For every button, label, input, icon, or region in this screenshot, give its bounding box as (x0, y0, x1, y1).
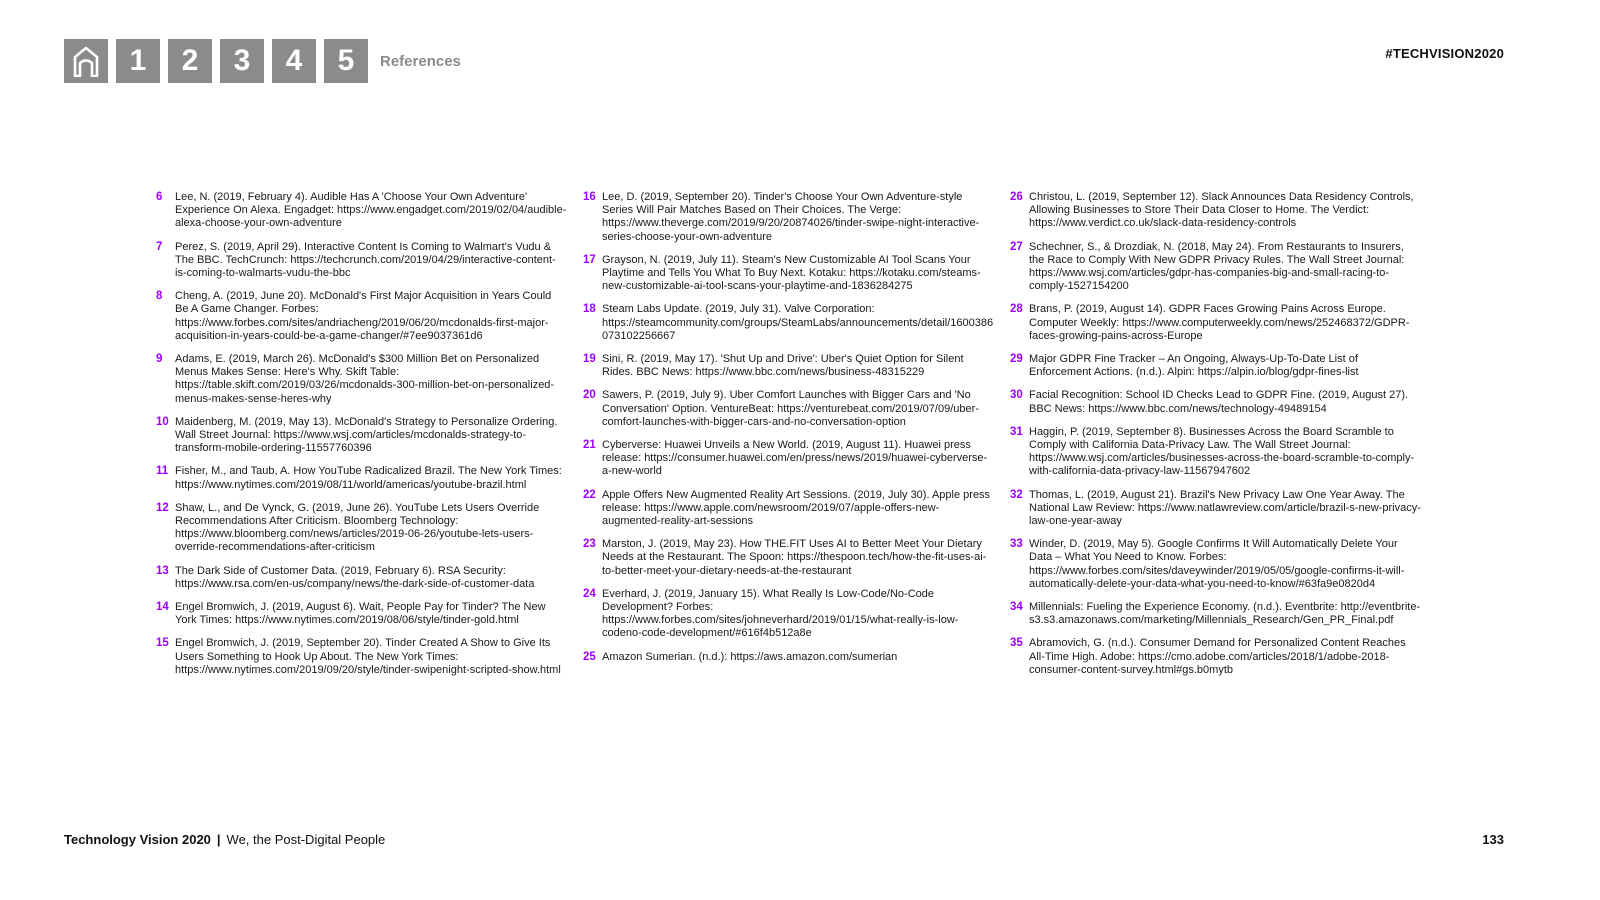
reference-number: 26 (1010, 191, 1023, 203)
reference-number: 25 (583, 650, 596, 663)
reference-number: 12 (156, 501, 169, 514)
reference-item (583, 191, 1010, 244)
reference-text: Lee, D. (2019, September 20). Tinder's Choose Your Own Adventure-style Series Will Pair Matches Based on Their Choices. The Verge: https://www.theverge.com/2019/9/20/20874026/tinder-swipe-night-interactive-series-choose-your-own-adventure (602, 191, 980, 243)
reference-text: Grayson, N. (2019, July 11). Steam's New Customizable AI Tool Scans Your Playtime and Tells You What To Buy Next. Kotaku: https://kotaku.com/steams-new-customizable-ai-tool-scans-your-playtime-and-1836284275 (602, 253, 981, 293)
reference-text: Major GDPR Fine Tracker – An Ongoing, Always-Up-To-Date List of Enforcement Actions. (n.d.). Alpin: https://alpin.io/blog/gdpr-fines-list (1029, 353, 1359, 379)
reference-text: Abramovich, G. (n.d.). Consumer Demand for Personalized Content Reaches All-Time High. Adobe: https://cmo.adobe.com/articles/2018/1/adobe-2018-consumer-content-survey.html#gs.b0mytb (1029, 637, 1406, 676)
reference-number: 35 (1010, 637, 1023, 650)
section-4-button[interactable]: 4 (272, 39, 316, 83)
reference-item (1010, 538, 1437, 591)
references-column-2 (583, 191, 1010, 687)
page-number: 133 (1482, 832, 1504, 847)
reference-item (156, 191, 583, 231)
reference-text: Christou, L. (2019, September 12). Slack Announces Data Residency Controls, Allowing Businesses to Store Their Data Closer to Home. The Verdict: https://www.verdict.co.uk/slack-data-residency-controls (1029, 191, 1414, 230)
reference-number: 28 (1010, 303, 1023, 316)
reference-number: 27 (1010, 240, 1023, 253)
reference-item (1010, 489, 1437, 529)
reference-item (583, 588, 1010, 641)
reference-text: Sawers, P. (2019, July 9). Uber Comfort Launches with Bigger Cars and 'No Conversation' Option. VentureBeat: https://venturebeat.com/2019/07/09/uber-comfort-launches-with-bigger-cars-and-no-conversation-option (602, 389, 979, 428)
reference-item (1010, 191, 1437, 231)
section-3-button[interactable]: 3 (220, 39, 264, 83)
reference-text: Cheng, A. (2019, June 20). McDonald's First Major Acquisition in Years Could Be A Game Changer. Forbes: https://www.forbes.com/sites/andriacheng/2019/06/20/mcdonalds-first-major-acquisition-in-years-could-be-a-game-changer/#7ee9037361d6 (175, 290, 552, 342)
reference-number: 20 (583, 389, 596, 402)
reference-text: Apple Offers New Augmented Reality Art Sessions. (2019, July 30). Apple press release: https://www.apple.com/newsroom/2019/07/apple-offers-new-augmented-reality-art-sessions (602, 488, 991, 528)
section-2-button[interactable]: 2 (168, 39, 212, 83)
reference-text: Millennials: Fueling the Experience Economy. (n.d.). Eventbrite: http://eventbrite-s3.s3.amazonaws.com/marketing/Millennials_Research/Gen_PR_Final.pdf (1029, 601, 1421, 627)
reference-item (1010, 426, 1437, 479)
section-5-button[interactable]: 5 (324, 39, 368, 83)
reference-item (156, 353, 583, 406)
footer (64, 832, 385, 847)
reference-text: Shaw, L., and De Vynck, G. (2019, June 26). YouTube Lets Users Override Recommendations After Criticism. Bloomberg Technology: https://www.bloomberg.com/news/articles/2019-06-26/youtube-lets-users-override-recommendations-after-criticism (175, 501, 540, 554)
reference-text: Everhard, J. (2019, January 15). What Really Is Low-Code/No-Code Development? Forbes: https://www.forbes.com/sites/johneverhard/2019/01/15/what-really-is-low-codeno-code-development/#616f4b512a8e (602, 587, 959, 640)
reference-item (583, 303, 1010, 343)
reference-text: Marston, J. (2019, May 23). How THE.FIT Uses AI to Better Meet Your Dietary Needs at the Restaurant. The Spoon: https://thespoon.tech/how-the-fit-uses-ai-to-better-meet-your-dietary-needs-at-the-restaurant (602, 538, 987, 577)
reference-text: Engel Bromwich, J. (2019, August 6). Wait, People Pay for Tinder? The New York Times: https://www.nytimes.com/2019/08/06/style/tinder-gold.html (175, 601, 546, 627)
footer-title: Technology Vision 2020 (64, 832, 211, 847)
reference-text: Brans, P. (2019, August 14). GDPR Faces Growing Pains Across Europe. Computer Weekly: https://www.computerweekly.com/news/252468372/GDPR-faces-growing-pains-across-Europe (1029, 303, 1410, 342)
hashtag: #TECHVISION2020 (1385, 46, 1504, 61)
reference-text: Winder, D. (2019, May 5). Google Confirms It Will Automatically Delete Your Data – What You Need to Know. Forbes: https://www.forbes.com/sites/daveywinder/2019/05/05/google-confirms-it-will-automatically-delete-your-data-what-you-need-to-know/#63fa9e0820d4 (1029, 538, 1405, 590)
reference-number: 24 (583, 587, 596, 600)
reference-number: 13 (156, 564, 169, 577)
reference-item (156, 502, 583, 555)
reference-item (583, 389, 1010, 429)
reference-item (156, 416, 583, 456)
reference-item (1010, 389, 1437, 415)
reference-number: 21 (583, 439, 596, 452)
reference-number: 34 (1010, 601, 1023, 614)
reference-item (1010, 303, 1437, 343)
reference-text: Thomas, L. (2019, August 21). Brazil's New Privacy Law One Year Away. The National Law Review: https://www.natlawreview.com/article/brazil-s-new-privacy-law-one-year-away (1029, 488, 1421, 528)
home-button[interactable] (64, 39, 108, 83)
reference-item (156, 465, 583, 491)
reference-number: 8 (156, 290, 163, 303)
reference-item (1010, 601, 1437, 627)
reference-item (583, 489, 1010, 529)
reference-text: Schechner, S., & Drozdiak, N. (2018, May 24). From Restaurants to Insurers, the Race to Comply With New GDPR Privacy Rules. The Wall Street Journal: https://www.wsj.com/articles/gdpr-has-companies-big-and-small-racing-to-comply-1527154200 (1029, 240, 1405, 293)
reference-text: Adams, E. (2019, March 26). McDonald's $300 Million Bet on Personalized Menus Makes Sense: Here's Why. Skift Table: https://table.skift.com/2019/03/26/mcdonalds-300-million-bet-on-personalized-menus-makes-sense-heres-why (175, 353, 555, 405)
footer-separator: | (216, 832, 221, 847)
reference-number: 6 (156, 191, 163, 203)
reference-text: Haggin, P. (2019, September 8). Businesses Across the Board Scramble to Comply with California Data-Privacy Law. The Wall Street Journal: https://www.wsj.com/articles/businesses-across-the-board-scramble-to-comply-with-california-data-privacy-law-11567947602 (1029, 425, 1415, 478)
reference-item (156, 565, 583, 591)
reference-number: 15 (156, 637, 169, 650)
reference-number: 29 (1010, 353, 1023, 366)
references-column-1 (156, 191, 583, 687)
reference-number: 19 (583, 353, 596, 366)
reference-number: 9 (156, 353, 163, 366)
reference-number: 23 (583, 538, 596, 551)
references-link[interactable]: References (380, 52, 461, 70)
reference-item (1010, 353, 1437, 379)
reference-text: The Dark Side of Customer Data. (2019, February 6). RSA Security: https://www.rsa.com/en-us/company/news/the-dark-side-of-customer-data (175, 564, 535, 590)
reference-item (583, 353, 1010, 379)
reference-item (583, 254, 1010, 294)
reference-item (156, 601, 583, 627)
reference-number: 30 (1010, 389, 1023, 402)
reference-item (583, 439, 1010, 479)
reference-number: 18 (583, 303, 596, 316)
reference-number: 10 (156, 415, 169, 428)
reference-number: 17 (583, 253, 596, 266)
reference-item (583, 538, 1010, 578)
footer-subtitle: We, the Post-Digital People (226, 832, 386, 847)
references-column-3 (1010, 191, 1437, 687)
reference-text: Engel Bromwich, J. (2019, September 20). Tinder Created A Show to Give Its Users Something to Hook Up About. The New York Times: https://www.nytimes.com/2019/09/20/style/tinder-swipenight-scripted-show.html (175, 637, 561, 676)
reference-number: 33 (1010, 538, 1023, 551)
reference-number: 32 (1010, 488, 1023, 501)
reference-number: 14 (156, 601, 169, 614)
reference-item (156, 290, 583, 343)
reference-text: Amazon Sumerian. (n.d.): https://aws.amazon.com/sumerian (602, 650, 898, 663)
reference-number: 31 (1010, 425, 1023, 438)
reference-text: Sini, R. (2019, May 17). 'Shut Up and Drive': Uber's Quiet Option for Silent Rides. BBC News: https://www.bbc.com/news/business-48315229 (602, 353, 964, 379)
section-1-button[interactable]: 1 (116, 39, 160, 83)
home-icon (72, 45, 100, 77)
reference-text: Perez, S. (2019, April 29). Interactive Content Is Coming to Walmart's Vudu & The BBC. TechCrunch: https://techcrunch.com/2019/04/29/interactive-content-is-coming-to-walmarts-vudu-the-bbc (175, 240, 556, 280)
reference-text: Cyberverse: Huawei Unveils a New World. (2019, August 11). Huawei press release: https://consumer.huawei.com/en/press/news/2019/huawei-cyberverse-a-new-world (602, 439, 988, 478)
reference-item (156, 241, 583, 281)
reference-number: 11 (156, 465, 169, 478)
section-nav (64, 39, 461, 83)
reference-number: 22 (583, 488, 596, 501)
reference-text: Fisher, M., and Taub, A. How YouTube Radicalized Brazil. The New York Times: https://www.nytimes.com/2019/08/11/world/americas/youtube-brazil.html (175, 465, 562, 491)
reference-text: Lee, N. (2019, February 4). Audible Has A 'Choose Your Own Adventure' Experience On Alexa. Engadget: https://www.engadget.com/2019/02/04/audible-alexa-choose-your-own-adventure (175, 191, 567, 230)
reference-text: Maidenberg, M. (2019, May 13). McDonald's Strategy to Personalize Ordering. Wall Street Journal: https://www.wsj.com/articles/mcdonalds-strategy-to-transform-mobile-ordering-11557760396 (175, 415, 558, 455)
reference-item (583, 651, 1010, 664)
reference-item (1010, 637, 1437, 677)
reference-item (156, 637, 583, 677)
reference-text: Steam Labs Update. (2019, July 31). Valve Corporation: https://steamcommunity.com/groups/SteamLabs/announcements/detail/1600386073102256667 (602, 303, 994, 342)
references-list (156, 191, 1456, 687)
reference-number: 7 (156, 240, 163, 253)
reference-item (1010, 241, 1437, 294)
reference-text: Facial Recognition: School ID Checks Lead to GDPR Fine. (2019, August 27). BBC News: https://www.bbc.com/news/technology-49489154 (1029, 389, 1409, 415)
reference-number: 16 (583, 191, 596, 203)
